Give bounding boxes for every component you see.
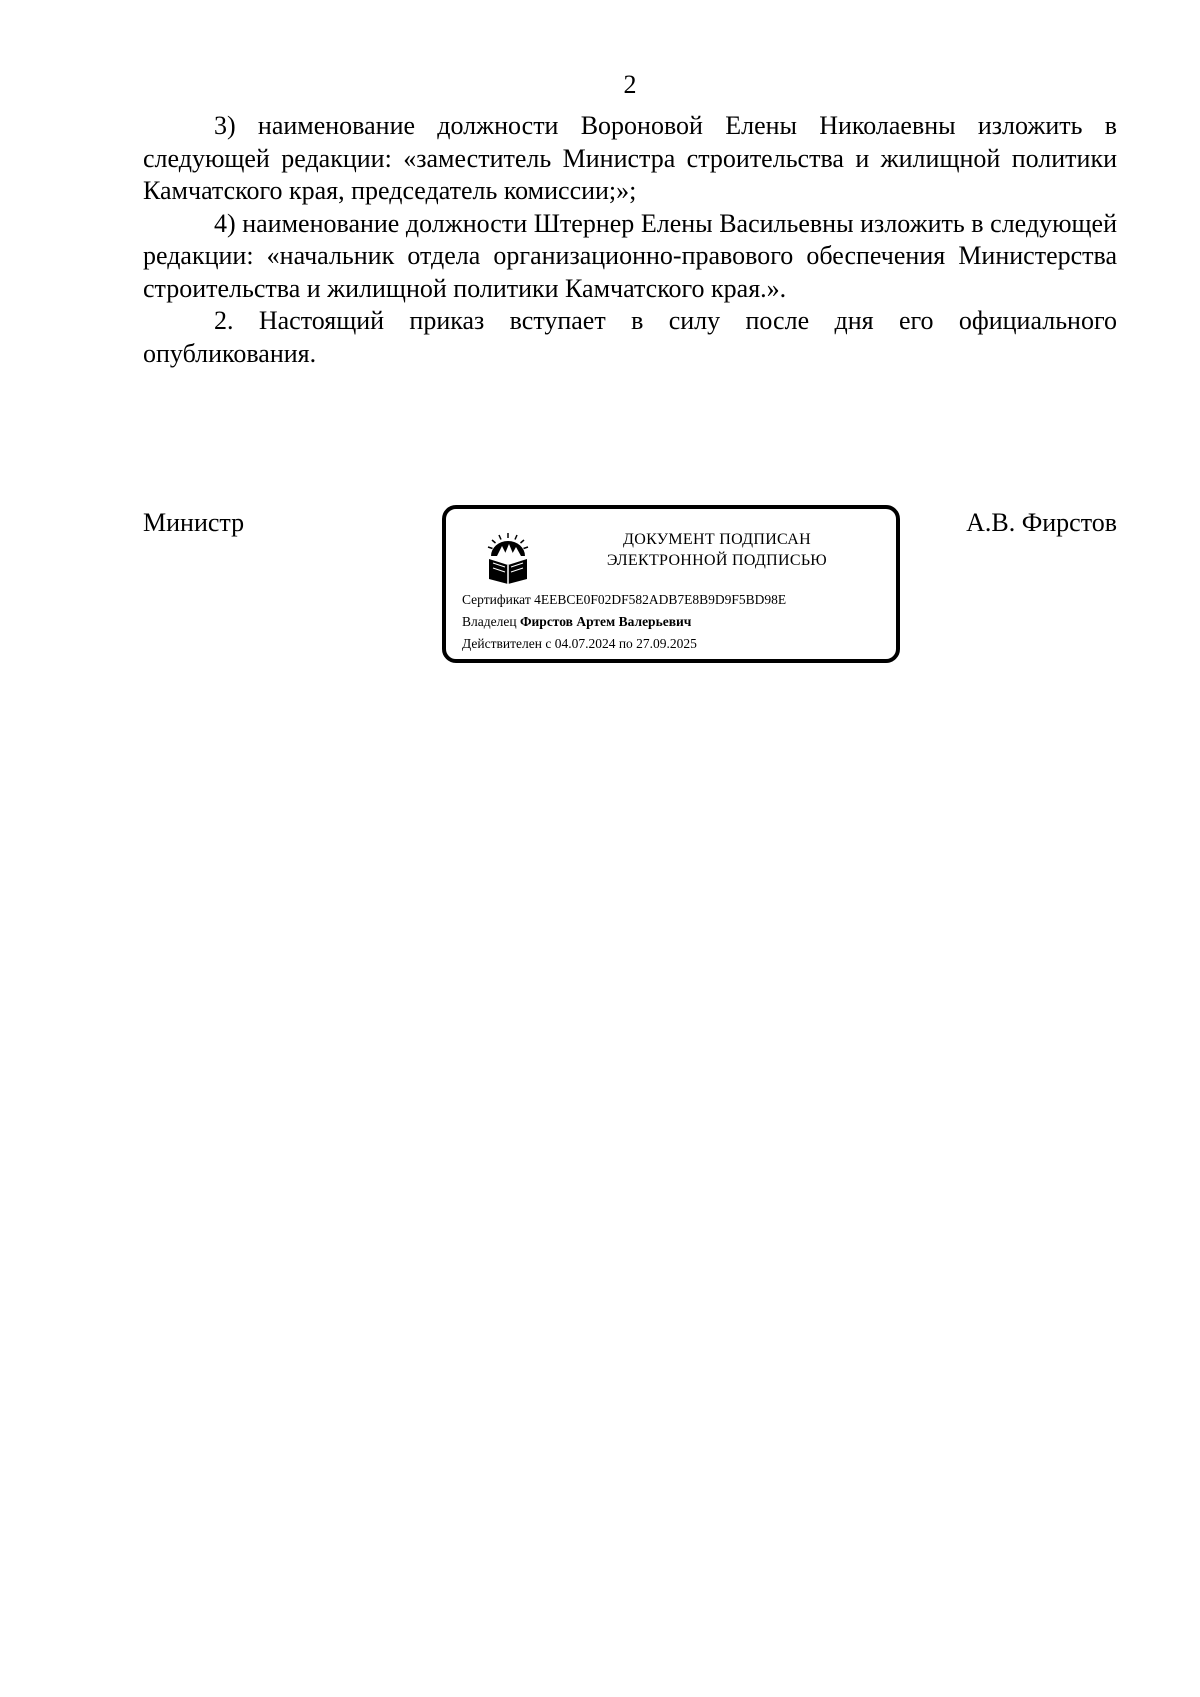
kamchatka-emblem-icon [482, 529, 534, 587]
valid-to-date: 27.09.2025 [636, 636, 697, 651]
paragraph-clause-2: 2. Настоящий приказ вступает в силу после дня его официального опубликования. [143, 306, 1117, 368]
valid-to-prefix: по [618, 636, 633, 651]
certificate-label: Сертификат [462, 592, 531, 607]
signatory-name: А.В. Фирстов [966, 508, 1117, 537]
valid-from-prefix: с [545, 636, 552, 651]
electronic-signature-stamp [442, 505, 900, 663]
stamp-owner-row [462, 613, 691, 630]
stamp-heading [546, 529, 888, 571]
signatory-position: Министр [143, 508, 245, 537]
owner-value: Фирстов Артем Валерьевич [519, 614, 692, 629]
stamp-heading-line: ЭЛЕКТРОННОЙ ПОДПИСЬЮ [606, 552, 828, 569]
stamp-certificate-row [462, 591, 786, 608]
stamp-heading-line: ДОКУМЕНТ ПОДПИСАН [623, 531, 811, 548]
document-body [143, 110, 1117, 370]
owner-label: Владелец [462, 614, 517, 629]
page-number: 2 [623, 70, 637, 99]
valid-label: Действителен [462, 636, 542, 651]
paragraph-item-4: 4) наименование должности Штернер Елены Васильевны изложить в следующей редакции: «начальник отдела организационно-правового обеспечения Министерства строительства и жилищной политики Камчатского края.». [143, 208, 1117, 303]
valid-from-date: 04.07.2024 [554, 636, 616, 651]
paragraph-item-3: 3) наименование должности Вороновой Елены Николаевны изложить в следующей редакции: «заместитель Министра строительства и жилищной политики Камчатского края, председатель комиссии;»; [143, 111, 1117, 205]
certificate-value: 4EEBCE0F02DF582ADB7E8B9D9F5BD98E [534, 592, 787, 607]
stamp-validity-row [462, 635, 697, 652]
